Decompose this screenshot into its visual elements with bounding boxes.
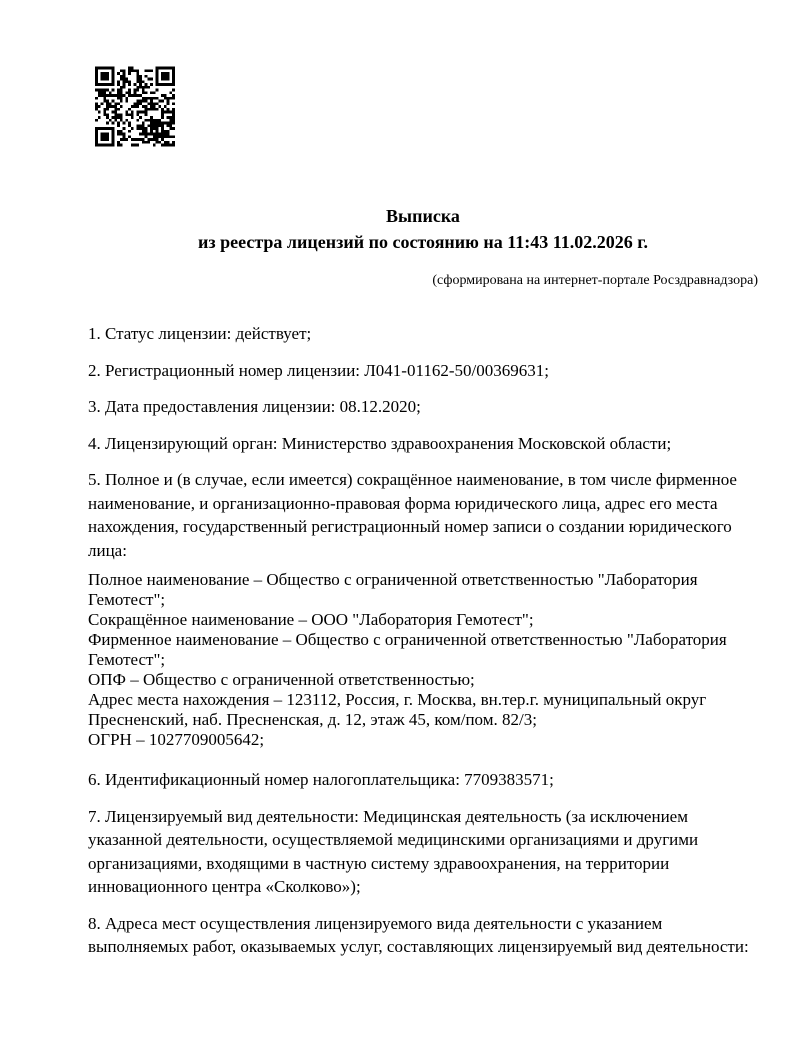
para-license-number: 2. Регистрационный номер лицензии: Л041-01162-50/00369631; — [88, 360, 549, 380]
title-line-1: Выписка — [386, 206, 460, 226]
org-legal-form: ОПФ – Общество с ограниченной ответственностью; — [88, 670, 475, 689]
para-activity-addresses: 8. Адреса мест осуществления лицензируемого вида деятельности с указанием выполняемых работ, оказываемых услуг, составляющих лицензируемый вид деятельности: — [88, 913, 749, 956]
document-subtitle: (сформирована на интернет-портале Росздравнадзора) — [432, 273, 758, 288]
org-full-name: Полное наименование – Общество с ограниченной ответственностью "Лаборатория Гемотест"; — [88, 570, 698, 609]
title-line-2: из реестра лицензий по состоянию на 11:43 11.02.2026 г. — [198, 232, 648, 252]
para-licensed-activity: 7. Лицензируемый вид деятельности: Медицинская деятельность (за исключением указанной деятельности, осуществляемой медицинскими организациями и другими организациями, входящими в частную систему здравоохранения, на территории инновационного центра «Сколково»); — [88, 806, 699, 896]
document-title — [88, 203, 758, 255]
document-body — [88, 0, 758, 959]
org-brand-name: Фирменное наименование – Общество с ограниченной ответственностью "Лаборатория Гемотест"; — [88, 630, 727, 669]
para-licensing-authority: 4. Лицензирующий орган: Министерство здравоохранения Московской области; — [88, 433, 672, 453]
org-ogrn: ОГРН – 1027709005642; — [88, 730, 265, 749]
para-license-status: 1. Статус лицензии: действует; — [88, 324, 312, 343]
org-short-name: Сокращённое наименование – ООО "Лаборатория Гемотест"; — [88, 610, 534, 629]
org-address: Адрес места нахождения – 123112, Россия, г. Москва, вн.тер.г. муниципальный округ Пресненский, наб. Пресненская, д. 12, этаж 45, ком/пом. 82/3; — [88, 690, 707, 729]
org-details-block — [88, 570, 758, 750]
para-license-date: 3. Дата предоставления лицензии: 08.12.2020; — [88, 397, 421, 416]
para-inn: 6. Идентификационный номер налогоплательщика: 7709383571; — [88, 770, 554, 789]
para-org-names-intro: 5. Полное и (в случае, если имеется) сокращённое наименование, в том числе фирменное наименование, и организационно-правовая форма юридического лица, адрес его места нахождения, государственный регистрационный номер записи о создании юридического лица: — [88, 470, 737, 560]
